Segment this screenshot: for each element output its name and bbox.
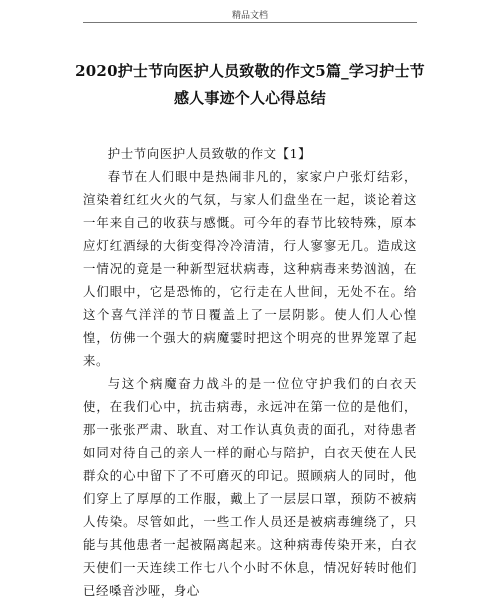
header-divider	[83, 22, 417, 23]
document-title: 2020护士节向医护人员致敬的作文5篇_学习护士节感人事迹个人心得总结	[75, 62, 425, 107]
section-heading: 护士节向医护人员致敬的作文【1】	[107, 146, 312, 161]
body-paragraph: 与这个病魔奋力战斗的是一位位守护我们的白衣天使，在我们心中，抗击病毒，永远冲在第一位的是他们，那一张张严肃、耿直、对工作认真负责的面孔，对待患者如同对待自己的亲人一样的耐心与陪护，白衣天使在人民群众的心中留下了不可磨灭的印记。照顾病人的同时，他们穿上了厚厚的工作服，戴上了一层层口罩，预防不被病人传染。尽管如此，一些工作人员还是被病毒缠绕了，只能与其他患者一起被隔离起来。这种病毒传染开来，白衣天使们一天连续工作七八个小时不休息，情况好转时他们已经嗓音沙哑，身心	[83, 376, 417, 598]
body-paragraph: 春节在人们眼中是热闹非凡的，家家户户张灯结彩，渲染着红红火火的气氛，与家人们盘坐在一起，谈论着这一年来自己的收获与感慨。可今年的春节比较特殊，原本应灯红酒绿的大街变得冷冷清清，行人寥寥无几。造成这一情况的竟是一种新型冠状病毒，这种病毒来势汹汹，在人们眼中，它是恐怖的，它行走在人世间，无处不在。给这个喜气洋洋的节日覆盖上了一层阴影。使人们人心惶惶，仿佛一个强大的病魔霎时把这个明亮的世界笼罩了起来。	[83, 169, 417, 368]
document-body	[83, 142, 417, 602]
page-header-label: 精品文档	[231, 11, 268, 21]
